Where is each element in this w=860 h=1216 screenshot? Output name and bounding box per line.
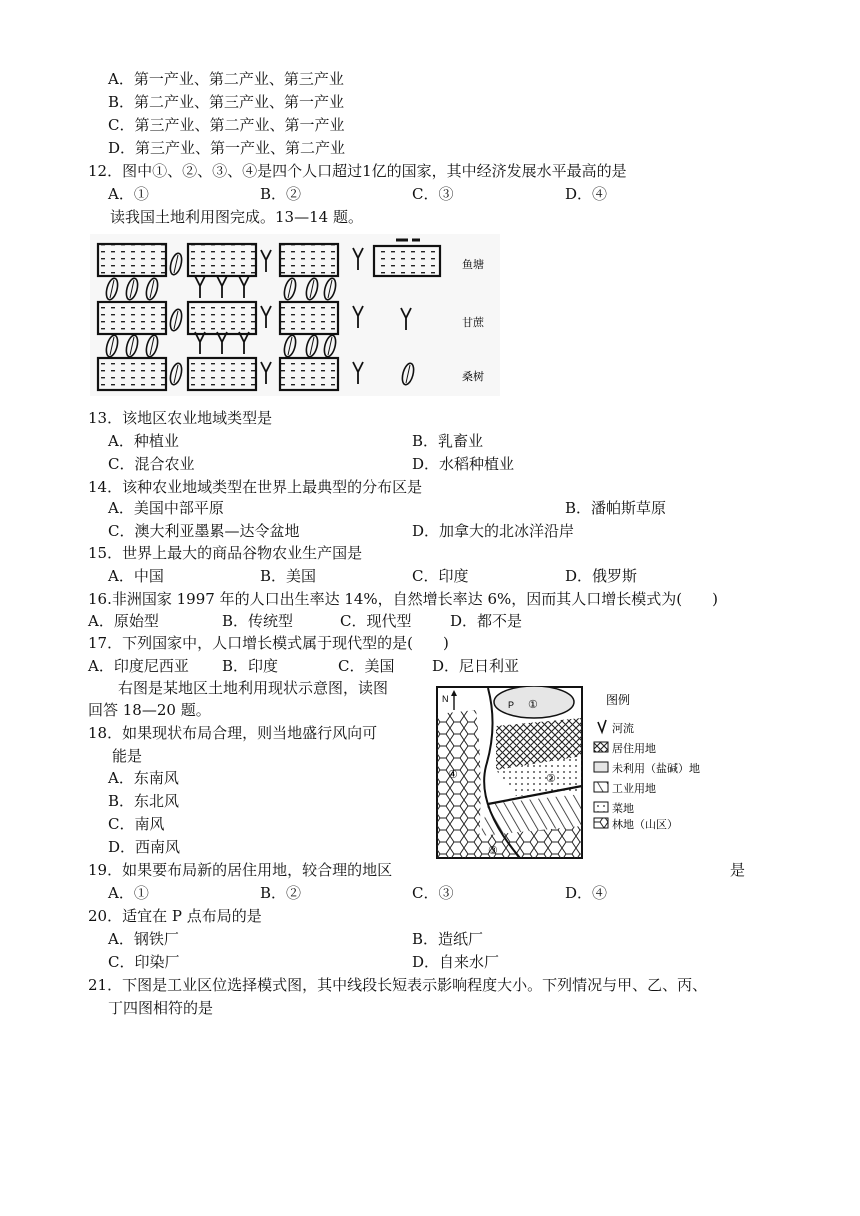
map-label-4: ④: [448, 768, 458, 781]
intro-18-20-line1: 右图是某地区土地利用现状示意图，读图: [118, 679, 389, 697]
legend-residential: 居住用地: [612, 743, 656, 755]
legend-title: 图例: [606, 693, 631, 707]
q14-option-b: B．潘帕斯草原: [565, 499, 667, 517]
legend-pond: 鱼塘: [462, 259, 484, 271]
q19-option-c: C．③: [412, 884, 454, 902]
intro-18-20-line2: 回答 18—20 题。: [88, 701, 211, 719]
q16-option-d: D．都不是: [450, 612, 523, 630]
q18-stem-cont: 能是: [112, 747, 143, 765]
q17-option-c: C．美国: [338, 657, 395, 675]
q18-option-a: A．东南风: [108, 769, 179, 787]
q21-stem-cont: 丁四图相符的是: [108, 999, 214, 1017]
land-use-figure: [90, 234, 500, 396]
q11-option-d: D．第三产业、第一产业、第二产业: [108, 139, 346, 157]
q13-option-a: A．种植业: [108, 432, 179, 450]
north-label: N: [442, 694, 449, 704]
q15-option-d: D．俄罗斯: [565, 567, 638, 585]
q11-option-c: C．第三产业、第二产业、第一产业: [108, 116, 345, 134]
land-status-map: [436, 686, 584, 860]
q12-option-d: D．④: [565, 185, 608, 203]
q15-stem: 15．世界上最大的商品谷物农业生产国是: [88, 544, 363, 562]
q12-option-a: A．①: [108, 185, 149, 203]
legend-mulberry: 桑树: [462, 371, 484, 383]
q18-option-d: D．西南风: [108, 838, 181, 856]
q16-option-b: B．传统型: [222, 612, 294, 630]
legend-unused: 未利用（盐碱）地: [612, 763, 700, 775]
q19-option-b: B．②: [260, 884, 302, 902]
map-label-1: ①: [528, 698, 538, 711]
q13-stem: 13．该地区农业地域类型是: [88, 409, 273, 427]
map-label-3: ③: [488, 844, 498, 857]
q18-option-c: C．南风: [108, 815, 165, 833]
legend-industrial: 工业用地: [612, 783, 656, 795]
q14-stem: 14．该种农业地域类型在世界上最典型的分布区是: [88, 478, 423, 496]
q12-option-b: B．②: [260, 185, 302, 203]
q20-option-b: B．造纸厂: [412, 930, 484, 948]
q18-option-b: B．东北风: [108, 792, 180, 810]
q16-option-a: A．原始型: [88, 612, 159, 630]
map-label-2: ②: [546, 772, 556, 785]
legend-vegetable: 菜地: [612, 803, 634, 815]
q17-option-a: A．印度尼西亚: [88, 657, 189, 675]
q14-option-a: A．美国中部平原: [108, 499, 224, 517]
q20-option-c: C．印染厂: [108, 953, 180, 971]
q17-option-d: D．尼日利亚: [432, 657, 520, 675]
q14-option-d: D．加拿大的北冰洋沿岸: [412, 522, 575, 540]
q14-option-c: C．澳大利亚墨累—达令盆地: [108, 522, 300, 540]
q12-option-c: C．③: [412, 185, 454, 203]
q16-stem: 16.非洲国家 1997 年的人口出生率达 14%，自然增长率达 6%，因而其人口增长模式为( ): [88, 590, 718, 608]
q13-option-b: B．乳畜业: [412, 432, 484, 450]
q13-option-d: D．水稻种植业: [412, 455, 515, 473]
q17-option-b: B．印度: [222, 657, 279, 675]
q21-stem: 21．下图是工业区位选择模式图，其中线段长短表示影响程度大小。下列情况与甲、乙、丙、: [88, 976, 708, 994]
q15-option-c: C．印度: [412, 567, 469, 585]
q11-option-a: A．第一产业、第二产业、第三产业: [108, 70, 344, 88]
q20-option-a: A．钢铁厂: [108, 930, 179, 948]
q15-option-a: A．中国: [108, 567, 164, 585]
q19-stem-tail: 是: [730, 861, 746, 879]
legend-river: 河流: [612, 723, 634, 735]
q20-stem: 20．适宜在 P 点布局的是: [88, 907, 262, 925]
q19-option-a: A．①: [108, 884, 149, 902]
legend-forest: 林地（山区）: [612, 819, 678, 830]
map-legend: [590, 690, 720, 830]
q20-option-d: D．自来水厂: [412, 953, 500, 971]
q19-stem: 19．如果要布局新的居住用地，较合理的地区: [88, 861, 393, 879]
q12-stem: 12．图中①、②、③、④是四个人口超过1亿的国家，其中经济发展水平最高的是: [88, 162, 627, 180]
intro-13-14: 读我国土地利用图完成。13—14 题。: [110, 208, 363, 226]
point-p-label: P: [508, 700, 515, 710]
q18-stem: 18．如果现状布局合理，则当地盛行风向可: [88, 724, 378, 742]
q19-option-d: D．④: [565, 884, 608, 902]
q15-option-b: B．美国: [260, 567, 317, 585]
q16-option-c: C．现代型: [340, 612, 412, 630]
q13-option-c: C．混合农业: [108, 455, 195, 473]
legend-sugarcane: 甘蔗: [462, 317, 484, 329]
q11-option-b: B．第二产业、第三产业、第一产业: [108, 93, 345, 111]
q17-stem: 17．下列国家中，人口增长模式属于现代型的是( ): [88, 634, 449, 652]
